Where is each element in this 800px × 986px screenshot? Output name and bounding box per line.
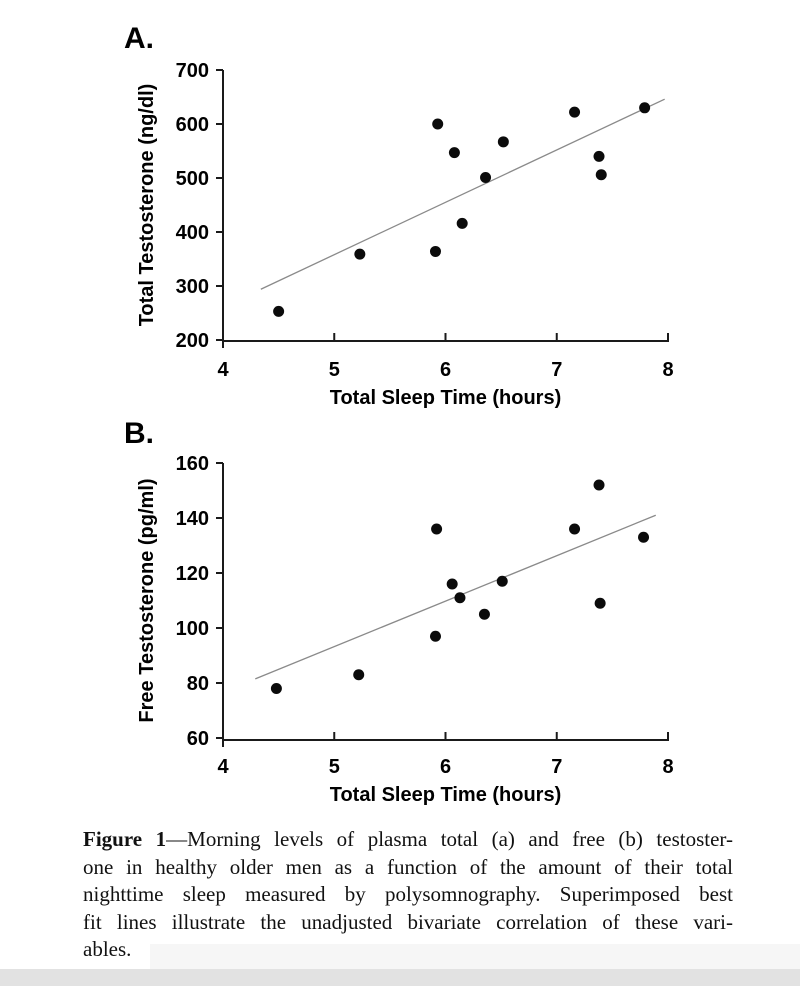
y-tick-label: 80 <box>186 673 209 695</box>
y-tick-label: 100 <box>175 618 209 640</box>
caption-line: fit lines illustrate the unadjusted bivariate correlation of these vari- <box>83 909 733 934</box>
data-point <box>497 576 508 587</box>
data-point <box>430 246 441 257</box>
data-point <box>354 249 365 260</box>
y-tick-label: 500 <box>175 168 209 190</box>
y-tick-label: 60 <box>186 728 209 750</box>
data-point <box>596 169 607 180</box>
data-point <box>595 598 606 609</box>
x-tick-label: 6 <box>439 359 452 381</box>
data-point <box>353 669 364 680</box>
x-axis-title: Total Sleep Time (hours) <box>329 784 562 806</box>
x-axis-title: Total Sleep Time (hours) <box>329 387 562 409</box>
y-tick-label: 300 <box>175 276 209 298</box>
y-tick-label: 400 <box>175 222 209 244</box>
x-tick-label: 7 <box>551 359 563 381</box>
caption-line: nighttime sleep measured by polysomnography. Superimposed best <box>83 882 733 906</box>
scatter-plot-total-testosterone <box>0 0 800 415</box>
x-tick-label: 5 <box>328 359 340 381</box>
panel-label: A. <box>124 22 154 55</box>
x-tick-label: 6 <box>439 756 452 778</box>
y-tick-label: 120 <box>175 563 209 585</box>
x-tick-label: 7 <box>551 756 563 778</box>
panel-label: B. <box>124 417 154 450</box>
data-point <box>449 147 460 158</box>
y-tick-label: 200 <box>175 330 209 352</box>
data-point <box>594 151 605 162</box>
data-point <box>569 524 580 535</box>
y-axis-title: Free Testosterone (pg/ml) <box>136 478 158 723</box>
page-edge-strip <box>0 969 800 986</box>
y-tick-label: 160 <box>175 453 209 475</box>
data-point <box>480 172 491 183</box>
data-point <box>273 306 284 317</box>
scatter-plot-free-testosterone <box>0 415 800 815</box>
x-tick-label: 4 <box>217 359 229 381</box>
x-tick-label: 8 <box>662 756 674 778</box>
y-tick-label: 700 <box>175 60 209 82</box>
data-point <box>447 579 458 590</box>
caption-line: ables. <box>83 937 132 961</box>
data-point <box>432 119 443 130</box>
data-point <box>594 480 605 491</box>
caption-text: —Morning levels of plasma total (a) and free (b) testoster- <box>166 827 733 851</box>
data-point <box>479 609 490 620</box>
data-point <box>638 532 649 543</box>
data-point <box>639 102 650 113</box>
data-point <box>454 592 465 603</box>
figure-label: Figure 1 <box>83 827 167 851</box>
figure-caption <box>83 826 733 964</box>
y-tick-label: 600 <box>175 114 209 136</box>
data-point <box>569 107 580 118</box>
data-point <box>457 218 468 229</box>
x-tick-label: 8 <box>662 359 674 381</box>
caption-line <box>83 826 733 854</box>
y-tick-label: 140 <box>175 508 209 530</box>
y-axis-title: Total Testosterone (ng/dl) <box>136 83 158 327</box>
data-point <box>431 524 442 535</box>
x-tick-label: 5 <box>328 756 340 778</box>
data-point <box>498 136 509 147</box>
best-fit-line <box>261 99 665 289</box>
data-point <box>430 631 441 642</box>
data-point <box>271 683 282 694</box>
x-tick-label: 4 <box>217 756 229 778</box>
caption-line: one in healthy older men as a function of the amount of their total <box>83 854 733 879</box>
